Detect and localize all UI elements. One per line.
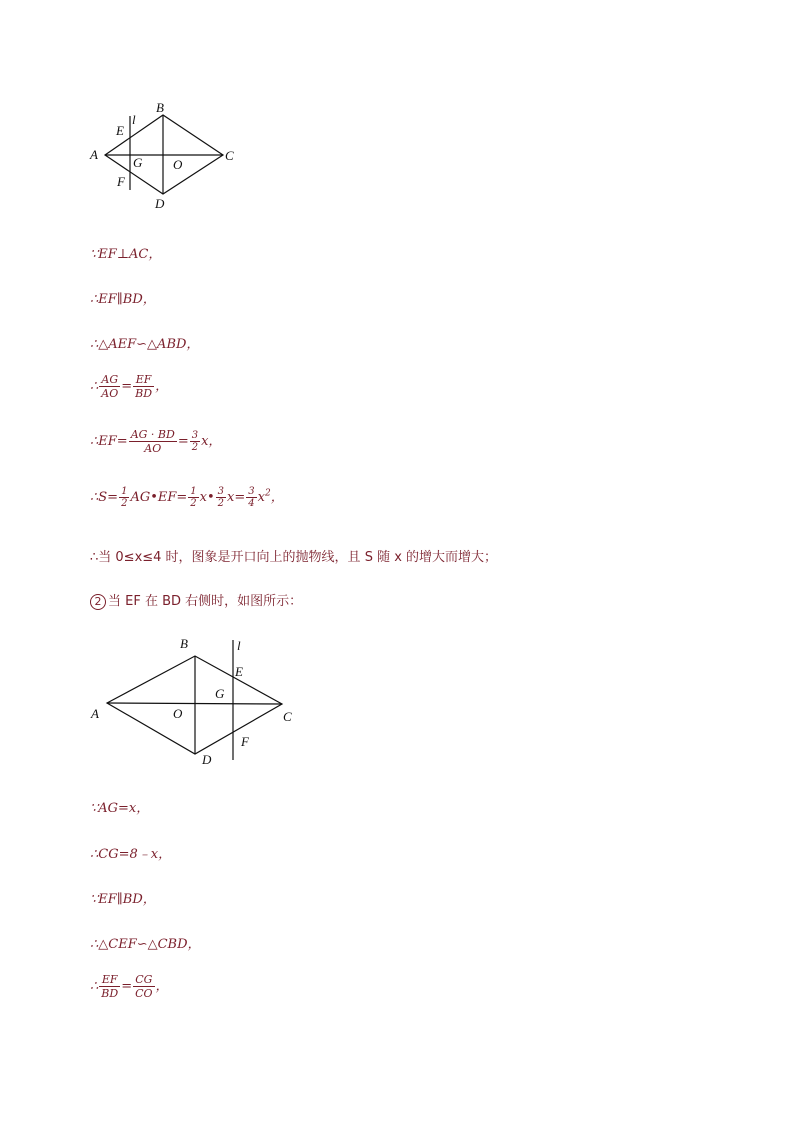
numerator: CG bbox=[133, 973, 154, 987]
label-e: E bbox=[235, 664, 243, 679]
fraction-ef-bd bbox=[133, 373, 154, 400]
fraction-cg-co bbox=[133, 973, 154, 1000]
fraction-3-2 bbox=[216, 486, 226, 509]
numerator: AG · BD bbox=[130, 428, 175, 441]
denominator: CO bbox=[135, 987, 153, 1000]
label-f: F bbox=[117, 174, 125, 189]
numerator: 1 bbox=[190, 486, 197, 497]
equals: = bbox=[121, 979, 133, 994]
label-a: A bbox=[90, 147, 98, 162]
fraction-1-2 bbox=[119, 486, 129, 509]
term: AG•EF= bbox=[130, 490, 188, 505]
comma: ， bbox=[270, 490, 284, 505]
numerator: EF bbox=[133, 373, 154, 387]
label-c: C bbox=[225, 148, 234, 163]
label-d: D bbox=[202, 752, 212, 767]
label-l: l bbox=[237, 638, 241, 653]
step-9: ∵AG=x， bbox=[90, 801, 150, 816]
step-8 bbox=[90, 590, 302, 610]
denominator: 2 bbox=[121, 498, 128, 509]
denominator: BD bbox=[101, 987, 119, 1000]
circled-number: 2 bbox=[90, 594, 106, 610]
fraction-3-4 bbox=[246, 486, 256, 509]
label-o: O bbox=[173, 157, 183, 172]
figure-rhombus-2 bbox=[85, 630, 305, 775]
step-5 bbox=[90, 428, 221, 455]
therefore-symbol: ∴ bbox=[90, 979, 99, 994]
figure-rhombus-1 bbox=[85, 98, 255, 216]
step-1: ∵EF⊥AC， bbox=[90, 247, 162, 262]
expression-suffix: x， bbox=[201, 434, 222, 449]
term: x bbox=[257, 490, 265, 505]
fraction-ag-ao bbox=[99, 373, 120, 400]
fraction-1-2 bbox=[188, 486, 198, 509]
step-12: ∴△CEF∽△CBD， bbox=[90, 937, 201, 952]
case-heading: 当 EF 在 BD 右侧时，如图所示： bbox=[108, 594, 303, 609]
equals: = bbox=[177, 434, 189, 449]
denominator: 2 bbox=[191, 442, 199, 453]
numerator: AG bbox=[99, 373, 120, 387]
step-3: ∴△AEF∽△ABD， bbox=[90, 337, 200, 352]
comma: ， bbox=[155, 379, 169, 394]
numerator: EF bbox=[99, 973, 120, 987]
numerator: 3 bbox=[191, 430, 199, 441]
denominator: 2 bbox=[190, 498, 197, 509]
numerator: 3 bbox=[217, 486, 225, 497]
step-11: ∵EF∥BD， bbox=[90, 892, 156, 907]
denominator: 2 bbox=[217, 498, 225, 509]
equals: = bbox=[121, 379, 133, 394]
label-e: E bbox=[116, 123, 124, 138]
fraction-ef-bd bbox=[99, 973, 120, 1000]
label-l: l bbox=[132, 112, 136, 127]
label-f: F bbox=[241, 734, 249, 749]
label-g: G bbox=[215, 686, 225, 701]
step-4 bbox=[90, 373, 168, 400]
exponent: 2 bbox=[265, 488, 271, 499]
label-o: O bbox=[173, 706, 183, 721]
numerator: 3 bbox=[248, 486, 255, 497]
expression-prefix: ∴EF= bbox=[90, 434, 128, 449]
term: x= bbox=[227, 490, 246, 505]
denominator: AO bbox=[101, 387, 119, 400]
denominator: AO bbox=[144, 442, 162, 455]
fraction-3-2 bbox=[190, 430, 200, 453]
term: x• bbox=[199, 490, 215, 505]
denominator: 4 bbox=[248, 498, 255, 509]
label-c: C bbox=[283, 709, 292, 724]
label-g: G bbox=[133, 155, 143, 170]
fraction-ag-bd-ao bbox=[129, 428, 177, 455]
therefore-symbol: ∴ bbox=[90, 379, 99, 394]
label-a: A bbox=[91, 706, 99, 721]
denominator: BD bbox=[135, 387, 153, 400]
expression-prefix: ∴S= bbox=[90, 490, 119, 505]
step-7: ∴当 0≤x≤4 时，图象是开口向上的抛物线，且 S 随 x 的增大而增大； bbox=[90, 550, 498, 565]
step-2: ∴EF∥BD， bbox=[90, 292, 156, 307]
step-6 bbox=[90, 486, 284, 509]
step-13 bbox=[90, 973, 169, 1000]
step-10: ∴CG=8﹣x， bbox=[90, 847, 172, 862]
numerator: 1 bbox=[121, 486, 128, 497]
comma: ， bbox=[155, 979, 169, 994]
label-b: B bbox=[156, 100, 164, 115]
label-b: B bbox=[180, 636, 188, 651]
label-d: D bbox=[155, 196, 165, 211]
